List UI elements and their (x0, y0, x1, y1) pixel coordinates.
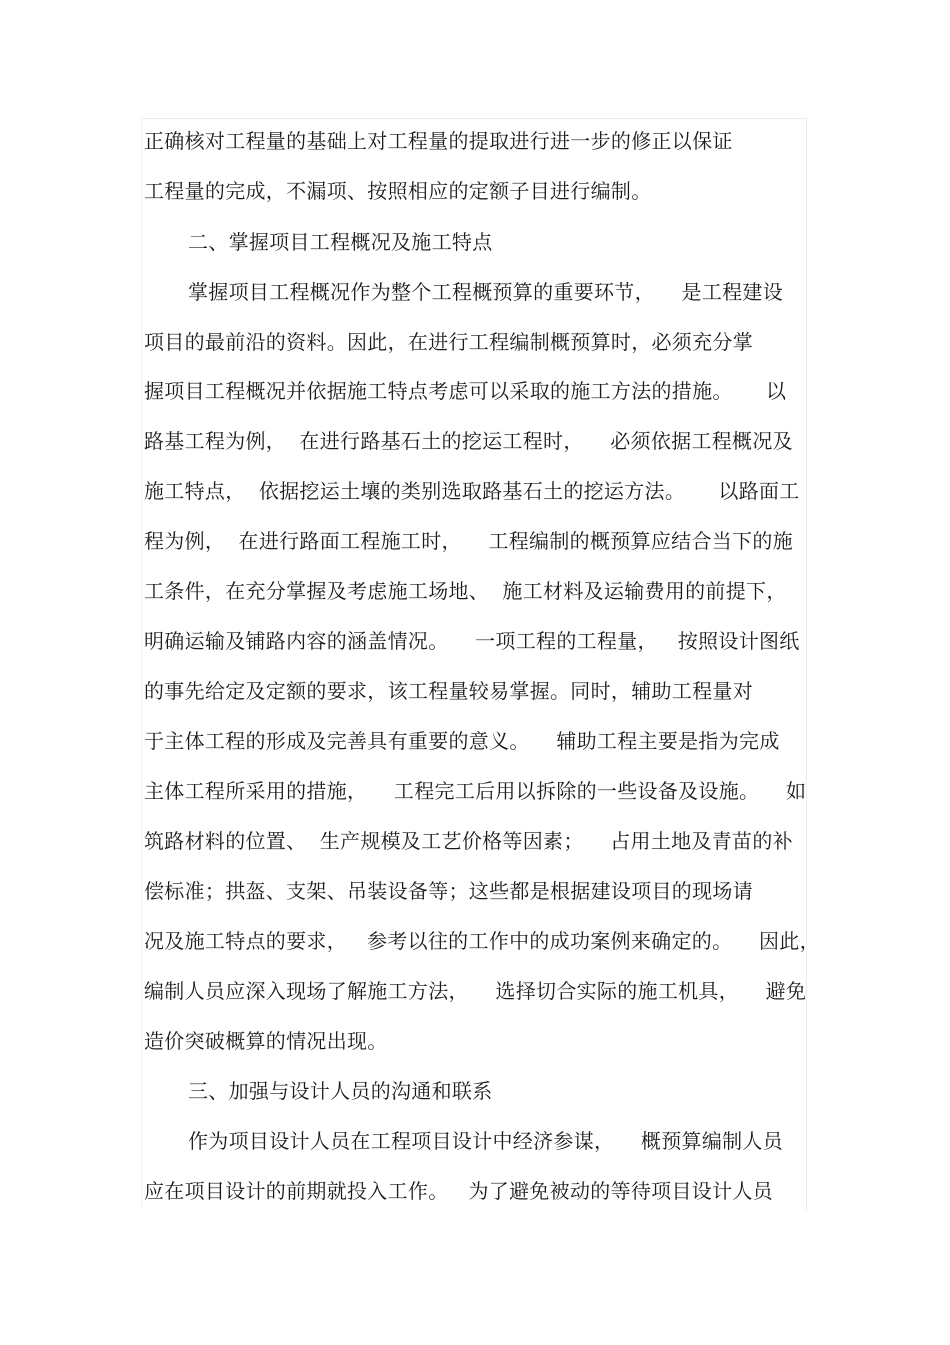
paragraph-line: 筑路材料的位置、 生产规模及工艺价格等因素； 占用土地及青苗的补 (144, 829, 793, 853)
paragraph-line: 掌握项目工程概况作为整个工程概预算的重要环节， 是工程建设 (188, 280, 784, 304)
paragraph-line: 工程量的完成，不漏项、按照相应的定额子目进行编制。 (144, 179, 652, 203)
paragraph-line: 于主体工程的形成及完善具有重要的意义。 辅助工程主要是指为完成 (144, 729, 780, 753)
paragraph-line: 程为例， 在进行路面工程施工时， 工程编制的概预算应结合当下的施 (144, 529, 793, 553)
paragraph-line: 握项目工程概况并依据施工特点考虑可以采取的施工方法的措施。 以 (144, 379, 787, 403)
paragraph-line: 工条件，在充分掌握及考虑施工场地、 施工材料及运输费用的前提下， (144, 579, 787, 603)
paragraph-line: 明确运输及铺路内容的涵盖情况。 一项工程的工程量， 按照设计图纸 (144, 629, 800, 653)
paragraph-line: 况及施工特点的要求， 参考以往的工作中的成功案例来确定的。 因此， (144, 929, 820, 953)
paragraph-line: 施工特点， 依据挖运土壤的类别选取路基石土的挖运方法。 以路面工 (144, 479, 800, 503)
section-heading: 二、掌握项目工程概况及施工特点 (188, 230, 493, 254)
paragraph-line: 的事先给定及定额的要求，该工程量较易掌握。同时，辅助工程量对 (144, 679, 753, 703)
paragraph-line: 主体工程所采用的措施， 工程完工后用以拆除的一些设备及设施。 如 (144, 779, 807, 803)
paragraph-line: 编制人员应深入现场了解施工方法， 选择切合实际的施工机具， 避免 (144, 979, 807, 1003)
section-heading: 三、加强与设计人员的沟通和联系 (188, 1079, 493, 1103)
paragraph-line: 项目的最前沿的资料。因此，在进行工程编制概预算时，必须充分掌 (144, 330, 753, 354)
paragraph-line: 路基工程为例， 在进行路基石土的挖运工程时， 必须依据工程概况及 (144, 429, 793, 453)
paragraph-line: 偿标准；拱盔、支架、吊装设备等；这些都是根据建设项目的现场请 (144, 879, 753, 903)
paragraph-line: 作为项目设计人员在工程项目设计中经济参谋， 概预算编制人员 (188, 1129, 784, 1153)
paragraph-line: 造价突破概算的情况出现。 (144, 1029, 388, 1053)
paragraph-line: 应在项目设计的前期就投入工作。 为了避免被动的等待项目设计人员 (144, 1179, 773, 1203)
paragraph-line: 正确核对工程量的基础上对工程量的提取进行进一步的修正以保证 (144, 129, 733, 153)
